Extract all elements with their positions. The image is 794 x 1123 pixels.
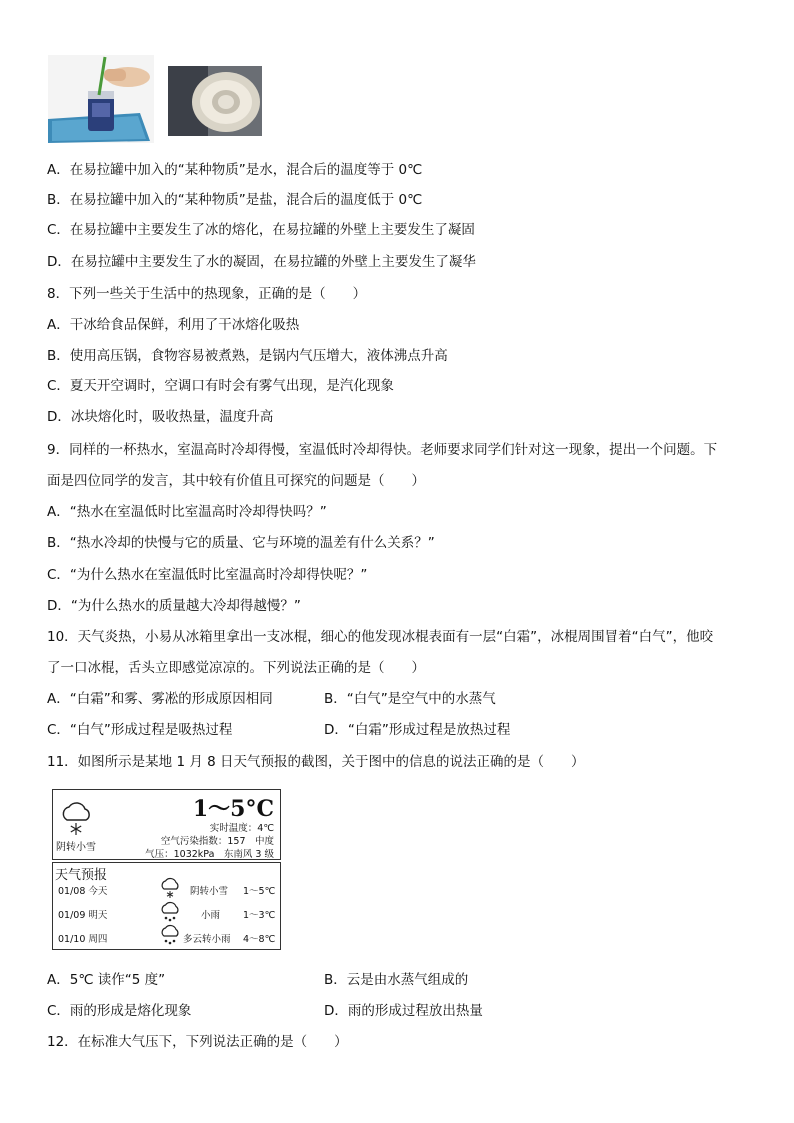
temperature-range: 1～5°C xyxy=(192,796,274,822)
q10-option-a: A．“白霜”和雾、雾凇的形成原因相同 xyxy=(47,691,273,707)
q8-option-d: D．冰块熔化时，吸收热量，温度升高 xyxy=(47,409,274,425)
q9-option-d: D．“为什么热水的质量越大冷却得越慢？” xyxy=(47,598,301,614)
forecast-condition: 小雨 xyxy=(201,910,221,921)
forecast-condition: 阴转小雪 xyxy=(190,886,229,897)
forecast-date: 01/08 今天 xyxy=(58,886,108,897)
q10-option-b: B．“白气”是空气中的水蒸气 xyxy=(324,691,496,707)
q9-option-b: B．“热水冷却的快慢与它的质量、它与环境的温差有什么关系？” xyxy=(47,535,435,551)
q8-option-c: C．夏天开空调时，空调口有时会有雾气出现，是汽化现象 xyxy=(47,378,394,394)
q10-stem-line2: 了一口冰棍，舌头立即感觉凉凉的。下列说法正确的是（ ） xyxy=(47,660,425,676)
pressure-wind: 气压：1032kPa 东南风 3 级 xyxy=(145,849,274,860)
q10-option-c: C．“白气”形成过程是吸热过程 xyxy=(47,722,233,738)
q10-stem-line1: 10．天气炎热，小易从冰箱里拿出一支冰棍，细心的他发现冰棍表面有一层“白霜”，冰棍周围冒着“白气”，他咬 xyxy=(47,629,714,645)
cloud-rain-icon xyxy=(159,924,181,946)
forecast-temp: 4～8℃ xyxy=(243,934,276,945)
q11-option-c: C．雨的形成是熔化现象 xyxy=(47,1003,192,1019)
q9-stem-line1: 9．同样的一杯热水，室温高时冷却得慢，室温低时冷却得快。老师要求同学们针对这一现象，提出一个问题。下 xyxy=(47,442,718,458)
q10-option-d: D．“白霜”形成过程是放热过程 xyxy=(324,722,511,738)
q8-option-b: B．使用高压锅，食物容易被煮熟，是锅内气压增大，液体沸点升高 xyxy=(47,348,448,364)
forecast-temp: 1～5℃ xyxy=(243,886,276,897)
cloud-snow-icon xyxy=(159,877,181,899)
forecast-date: 01/09 明天 xyxy=(58,910,108,921)
cloud-rain-icon xyxy=(159,901,181,923)
forecast-condition: 多云转小雨 xyxy=(183,934,231,945)
q11-option-b: B．云是由水蒸气组成的 xyxy=(324,972,469,988)
q7-option-a: A．在易拉罐中加入的“某种物质”是水，混合后的温度等于 0℃ xyxy=(47,162,423,178)
can-bottom-photo xyxy=(168,66,262,136)
current-condition: 阴转小雪 xyxy=(56,842,96,853)
weather-forecast-figure xyxy=(52,789,281,950)
q7-option-d: D．在易拉罐中主要发生了水的凝固，在易拉罐的外壁上主要发生了凝华 xyxy=(47,254,476,270)
q8-stem: 8．下列一些关于生活中的热现象，正确的是（ ） xyxy=(47,286,367,302)
air-quality-index: 空气污染指数：157 中度 xyxy=(160,836,274,847)
q9-stem-line2: 面是四位同学的发言，其中较有价值且可探究的问题是（ ） xyxy=(47,473,425,489)
q8-option-a: A．干冰给食品保鲜，利用了干冰熔化吸热 xyxy=(47,317,300,333)
q11-stem: 11．如图所示是某地 1 月 8 日天气预报的截图，关于图中的信息的说法正确的是（ ） xyxy=(47,754,585,770)
forecast-temp: 1～3℃ xyxy=(243,910,276,921)
q11-option-d: D．雨的形成过程放出热量 xyxy=(324,1003,483,1019)
weather-forecast-panel xyxy=(52,862,281,950)
q7-option-b: B．在易拉罐中加入的“某种物质”是盐，混合后的温度低于 0℃ xyxy=(47,192,423,208)
can-stirring-photo xyxy=(48,55,154,143)
realtime-temperature: 实时温度：4℃ xyxy=(209,823,274,834)
weather-current-panel xyxy=(52,789,281,860)
q11-option-a: A．5℃ 读作“5 度” xyxy=(47,972,166,988)
q12-stem: 12．在标准大气压下，下列说法正确的是（ ） xyxy=(47,1034,348,1050)
forecast-title: 天气预报 xyxy=(55,868,108,883)
cloud-snow-icon xyxy=(59,798,93,836)
forecast-date: 01/10 周四 xyxy=(58,934,108,945)
q9-option-c: C．“为什么热水在室温低时比室温高时冷却得快呢？” xyxy=(47,567,368,583)
q7-option-c: C．在易拉罐中主要发生了冰的熔化，在易拉罐的外壁上主要发生了凝固 xyxy=(47,222,475,238)
q9-option-a: A．“热水在室温低时比室温高时冷却得快吗？” xyxy=(47,504,327,520)
